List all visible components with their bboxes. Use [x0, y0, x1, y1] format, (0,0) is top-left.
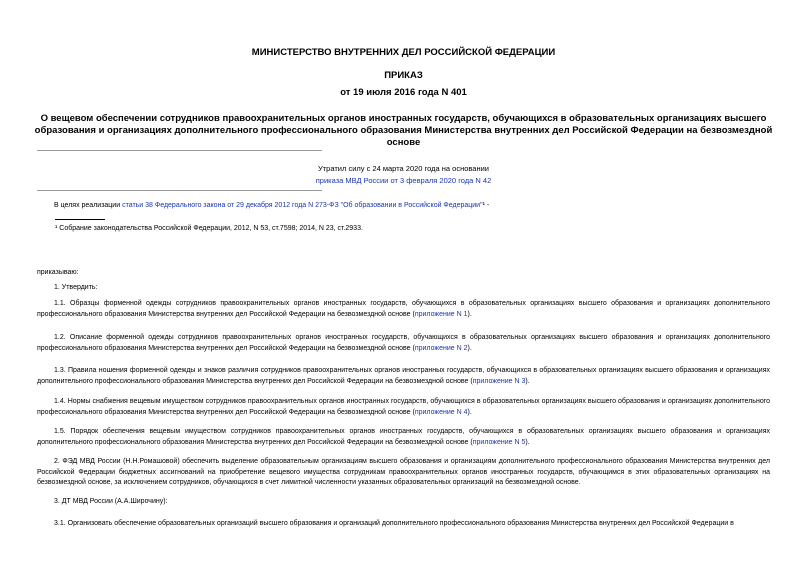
appendix-3-link[interactable]: приложение N 3 [472, 377, 526, 385]
ministry-header: МИНИСТЕРСТВО ВНУТРЕННИХ ДЕЛ РОССИЙСКОЙ ФЕДЕРАЦИИ [251, 47, 556, 58]
paragraph-1-3: 1.3. Правила ношения форменной одежды и знаков различия сотрудников правоохранительных органов иностранных государств, обучающихся в образовательных организациях высшего образования и организациях дополнительного профессионального образования Министерства внутренних дел Российской Федерации на безвозмездной основе (приложение N 3). [37, 367, 770, 385]
paragraph-2: 2. ФЭД МВД России (Н.Н.Ромашовой) обеспечить выделение образовательным организациям высшего образования и организациям дополнительного профессионального образования Министерства внутренних дел Российской Федерации бюджетных ассигнований на приобретение вещевого имущества сотрудникам правоохранительных органов иностранных государств, обучающимся в этих образовательных организациях на безвозмездной основе, за исключением сотрудников, обучающихся в счет лимитной численности указанных образовательных организаций на безвозмездной основе. [37, 458, 770, 486]
document-type: ПРИКАЗ [384, 70, 423, 81]
footnote-divider [55, 219, 105, 220]
divider [37, 190, 322, 191]
appendix-5-link[interactable]: приложение N 5 [472, 438, 526, 446]
preamble-prefix: В целях реализации [54, 202, 123, 209]
order-word: приказываю: [37, 269, 79, 276]
paragraph-1-5: 1.5. Порядок обеспечения вещевым имуществом сотрудников правоохранительных органов иностранных государств, обучающихся в образовательных организациях высшего образования и организациях дополнительного профессионального образования Министерства внутренних дел Российской Федерации на безвозмездной основе (приложение N 5). [37, 428, 770, 446]
appendix-1-link[interactable]: приложение N 1 [414, 310, 468, 318]
status-link[interactable]: приказа МВД России от 3 февраля 2020 года N 42 [315, 176, 492, 185]
appendix-2-link[interactable]: приложение N 2 [414, 344, 468, 352]
document-title: О вещевом обеспечении сотрудников правоохранительных органов иностранных государств, обучающихся в образовательных организациях высшего образования и организациях дополнительного профессионального образования Министерства внутренних дел Российской Федерации на безвозмездной основе [34, 113, 773, 148]
footnote: ¹ Собрание законодательства Российской Федерации, 2012, N 53, ст.7598; 2014, N 23, ст.2933. [55, 225, 363, 232]
paragraph-1: 1. Утвердить: [54, 284, 98, 291]
preamble-suffix: ¹ - [482, 202, 490, 209]
appendix-4-link[interactable]: приложение N 4 [414, 408, 468, 416]
document-date: от 19 июля 2016 года N 401 [340, 87, 467, 98]
law-link[interactable]: статьи 38 Федерального закона от 29 декабря 2012 года N 273-ФЗ "Об образовании в Российской Федерации" [122, 202, 483, 209]
paragraph-1-1: 1.1. Образцы форменной одежды сотрудников правоохранительных органов иностранных государств, обучающихся в образовательных организациях высшего образования и организациях дополнительного профессионального образования Министерства внутренних дел Российской Федерации на безвозмездной основе (приложение N 1). [37, 300, 770, 318]
preamble [37, 201, 770, 212]
status-line: Утратил силу с 24 марта 2020 года на основании [317, 164, 489, 173]
paragraph-3: 3. ДТ МВД России (А.А.Широчину): [54, 498, 168, 505]
paragraph-1-2: 1.2. Описание форменной одежды сотрудников правоохранительных органов иностранных государств, обучающихся в образовательных организациях высшего образования и организациях дополнительного профессионального образования Министерства внутренних дел Российской Федерации на безвозмездной основе (приложение N 2). [37, 334, 770, 352]
status-note [0, 163, 807, 187]
paragraph-3-1: 3.1. Организовать обеспечение образовательных организаций высшего образования и организаций дополнительного профессионального образования Министерства внутренних дел Российской Федерации в [54, 520, 734, 527]
paragraph-1-4: 1.4. Нормы снабжения вещевым имуществом сотрудников правоохранительных органов иностранных государств, обучающихся в образовательных организациях высшего образования и организациях дополнительного профессионального образования Министерства внутренних дел Российской Федерации на безвозмездной основе (приложение N 4). [37, 398, 770, 416]
divider [37, 150, 322, 151]
